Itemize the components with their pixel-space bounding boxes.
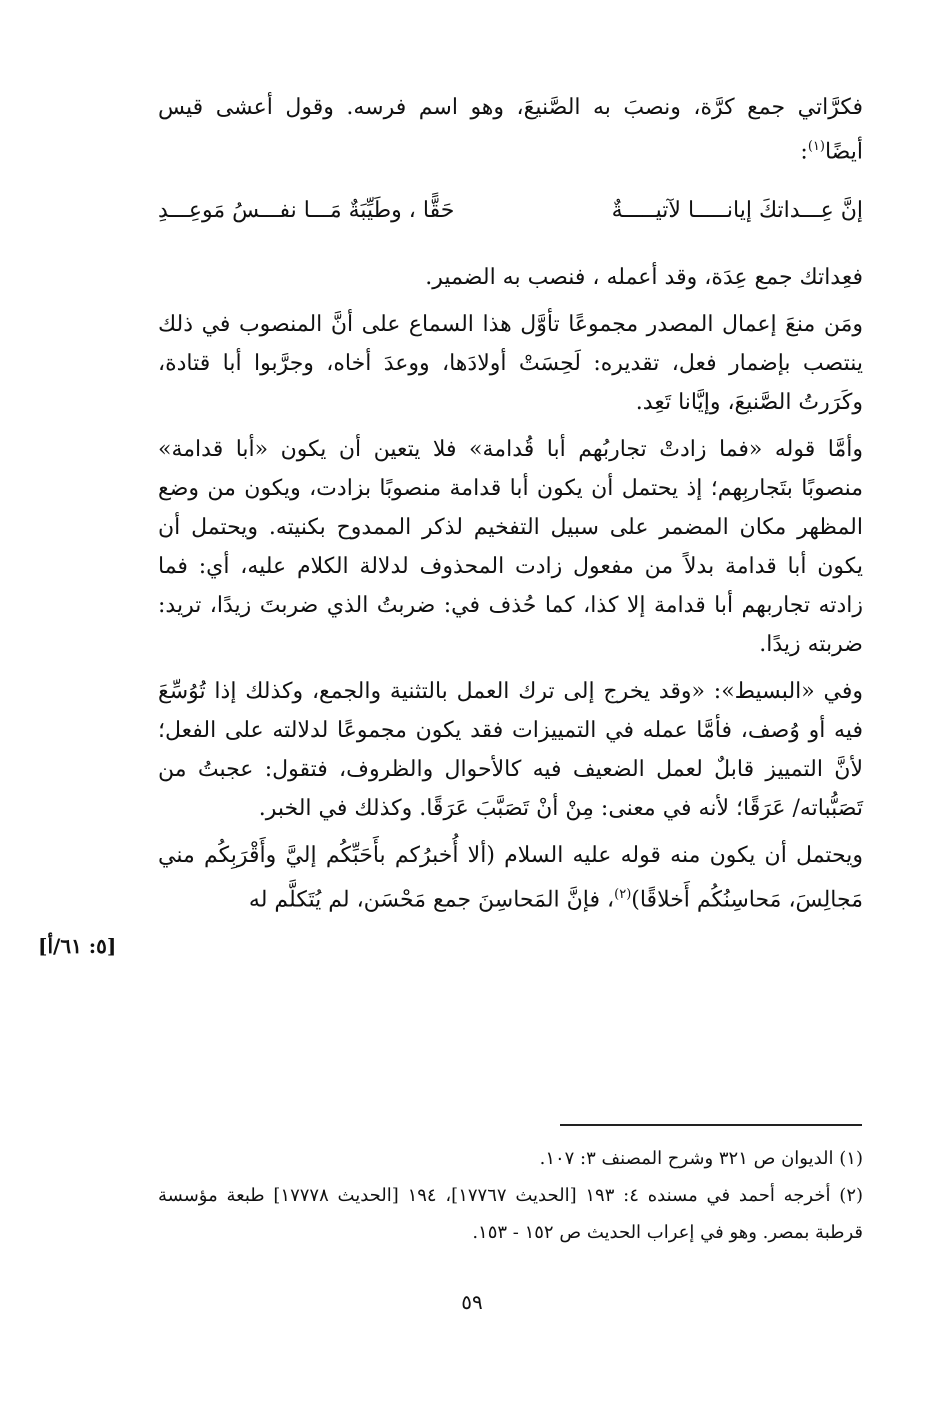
main-body: [158, 258, 863, 919]
footnote-2: (٢) أخرجه أحمد في مسنده ٤: ١٩٣ [الحديث ١٧٧٦٧]، ١٩٤ [الحديث ١٧٧٧٨] طبعة مؤسسة قرطبة بمصر. وهو في إعراب الحديث ص ١٥٢ - ١٥٣.: [158, 1185, 864, 1243]
paragraph-5-text-b: ، فإنَّ المَحاسِنَ جمع مَحْسَن، لم يُتَكلَّم له: [248, 887, 615, 913]
footnotes: [158, 1140, 863, 1251]
intro-colon: :: [800, 139, 808, 165]
paragraph-5-text-a: ويحتمل أن يكون منه قوله عليه السلام (ألا أُخبرُكم بأَحَبِّكُم إليَّ وأَقْرَبِكُم مني مَجالِسَ، مَحاسِنُكُم أَخلاقًا): [158, 843, 863, 913]
intro-text: فكرَّاتي جمع كرَّة، ونصبَ به الصَّنيعَ، وهو اسم فرسه. وقول أعشى قيس أيضًا: [158, 95, 863, 165]
verse-second-hemistich: حَقًّا ، وطَيِّبَةٌ مَـــا نفـــسُ مَوعِـــدِ: [158, 198, 455, 223]
footnote-1: (١) الديوان ص ٣٢١ وشرح المصنف ٣: ١٠٧.: [539, 1148, 863, 1169]
footnote-separator: [560, 1124, 862, 1126]
page-number: ٥٩: [461, 1290, 483, 1314]
footnote-ref-2: (٢): [614, 887, 632, 902]
paragraph-1: فعِداتك جمع عِدَة، وقد أعمله ، فنصب به الضمير.: [425, 265, 863, 290]
paragraph-4: وفي «البسيط»: «وقد يخرج إلى ترك العمل بالتثنية والجمع، وكذلك إذا تُوُسِّعَ فيه أو وُصف، فأمَّا عمله في التمييزات فقد يكون مجموعًا لدلالته على الفعل؛ لأنَّ التمييز قابلٌ لعمل الضعيف فيه كالأحوال والظروف، فتقول: عجبتُ من تَصَبُّباته/ عَرَقًا؛ لأنه في معنى: مِنْ أنْ تَصَبَّبَ عَرَقًا. وكذلك في الخبر.: [158, 679, 863, 821]
paragraph-intro: [158, 88, 863, 171]
verse-first-hemistich: إنَّ عِـــداتكَ إيانـــــا لآتيـــــةٌ: [611, 198, 863, 223]
paragraph-3: وأمَّا قوله «فما زادتْ تجاربُهم أبا قُدامة» فلا يتعين أن يكون «أبا قدامة» منصوبًا بتَجاربِهم؛ إذ يحتمل أن يكون أبا قدامة منصوبًا بزادت، ويكون من وضع المظهر مكان المضمر على سبيل التفخيم لذكر الممدوح بكنيته. ويحتمل أن يكون أبا قدامة بدلاً من مفعول زادت المحذوف لدلالة الكلام عليه، أي: فما زادته تجاربهم أبا قدامة إلا كذا، كما حُذف في: ضربتُ الذي ضربتَ زيدًا، تريد: ضربته زيدًا.: [158, 437, 863, 657]
footnote-ref-1: (١): [807, 139, 825, 154]
manuscript-margin-reference: [٥: ٦١/أ]: [38, 934, 117, 958]
paragraph-5: [158, 836, 863, 919]
paragraph-2: ومَن منعَ إعمال المصدر مجموعًا تأوَّل هذا السماع على أنَّ المنصوب في ذلك ينتصب بإضمار فعل، تقديره: لَحِسَتْ أولادَها، ووعدَ أخاه، وجرَّبوا أبا قتادة، وكَرَرتُ الصَّنيعَ، وإيَّانا تَعِد.: [158, 312, 863, 415]
